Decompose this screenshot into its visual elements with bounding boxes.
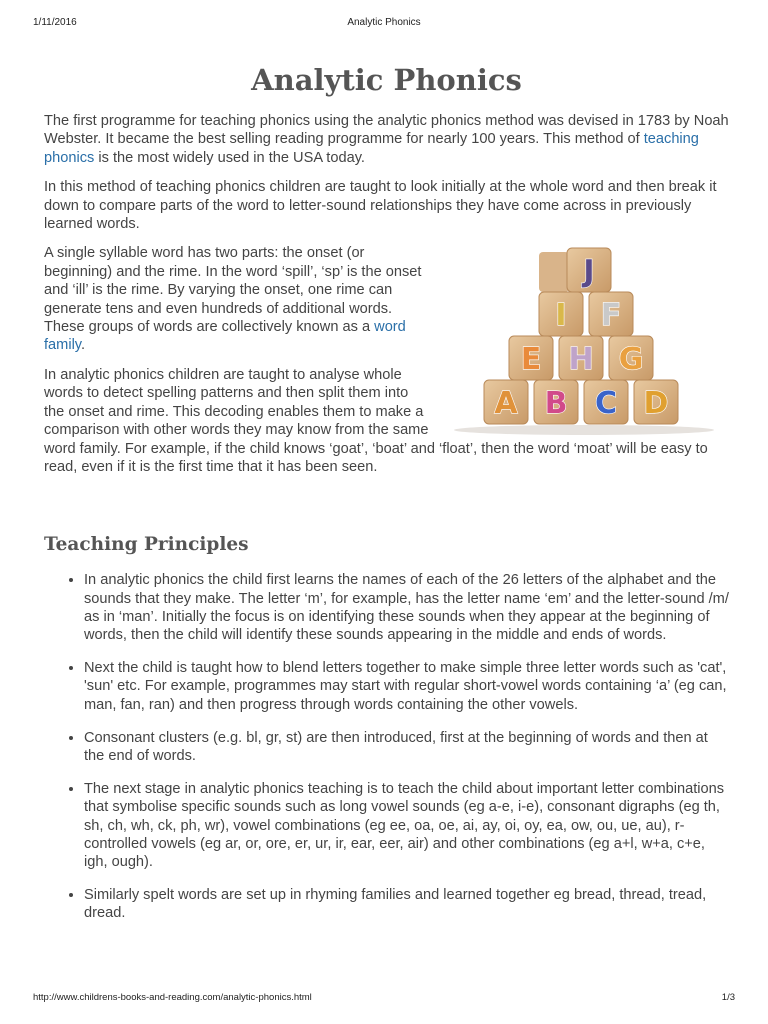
alphabet-blocks-image xyxy=(439,246,729,436)
onset-rime-text-end: . xyxy=(81,337,86,354)
letter-block xyxy=(559,336,603,380)
print-date: 1/11/2016 xyxy=(33,17,77,28)
letter-block xyxy=(509,336,553,380)
onset-rime-text: A single syllable word has two parts: the onset (or beginning) and the rime. In the word ‘spill’, ‘sp’ is the onset and ‘ill’ is the rime. By varying the onset, one rime can generate tens and even hundreds of additional words. These groups of words are collectively known as a xyxy=(44,245,422,336)
block-letter: A xyxy=(494,386,518,422)
blank-block xyxy=(539,252,569,292)
block-letter: H xyxy=(568,342,594,378)
teaching-phonics-link[interactable]: teaching phonics xyxy=(44,131,699,166)
block-letter: I xyxy=(555,298,567,334)
list-item: • Similarly spelt words are set up in rhyming families and learned together eg bread, thread, tread, dread. xyxy=(84,886,729,922)
letter-block xyxy=(634,380,678,424)
list-item: • The next stage in analytic phonics teaching is to teach the child about important letter combinations that symbolise specific sounds such as long vowel sounds (eg a-e, i-e), consonant digraphs (eg th, sh, ch, wh, ck, ph, wr), vowel combinations (eg ee, oa, oe, ai, ay, oi, oy, ea, ow, ou, ue, au), r-controlled vowels (eg ar, or, ore, er, ur, ir, ear, eer, air) and other combinations (eg a+l, w+a, c+e, igh, ough). xyxy=(84,780,729,871)
print-page-title: Analytic Phonics xyxy=(347,17,421,28)
block-letter: G xyxy=(618,342,644,378)
print-url: http://www.childrens-books-and-reading.com/analytic-phonics.html xyxy=(33,992,312,1003)
print-footer xyxy=(33,992,735,1006)
block-letter: B xyxy=(544,386,568,422)
block-letter: J xyxy=(583,254,595,290)
letter-block xyxy=(567,248,611,292)
word-family-link[interactable]: word family xyxy=(44,319,406,354)
letter-block xyxy=(609,336,653,380)
list-item: • Next the child is taught how to blend letters together to make simple three letter words such as 'cat', 'sun' etc. For example, programmes may start with regular short-vowel words containing ‘a’ (eg can, man, fan, ran) and then progress through words containing the other vowels. xyxy=(84,659,729,714)
page-title: Analytic Phonics xyxy=(251,63,522,97)
letter-block xyxy=(484,380,528,424)
analyse-paragraph: In analytic phonics children are taught to analyse whole words to detect spelling patterns and then split them into the onset and rime. This decoding enables them to make a comparison with other words they may know from the same word family. For example, if the child knows ‘goat’, ‘boat’ and ‘float’, then the word ‘moat’ will be easy to read, even if it is the first time that it has been seen. xyxy=(44,366,708,475)
letter-block xyxy=(534,380,578,424)
intro-paragraph xyxy=(44,112,729,167)
print-header xyxy=(33,17,735,31)
intro-text-start: The first programme for teaching phonics using the analytic phonics method was devised in 1783 by Noah Webster. It became the best selling reading programme for nearly 100 years. This method of xyxy=(44,113,729,148)
letter-block xyxy=(589,292,633,336)
section-heading: Teaching Principles xyxy=(44,534,249,556)
block-letter: C xyxy=(594,386,618,422)
list-item: • Consonant clusters (e.g. bl, gr, st) are then introduced, first at the beginning of words and then at the end of words. xyxy=(84,729,729,765)
method-paragraph: In this method of teaching phonics children are taught to look initially at the whole word and then break it down to compare parts of the word to letter-sound relationships they have come across in previously learned words. xyxy=(44,179,717,233)
letter-block xyxy=(584,380,628,424)
print-page-number: 1/3 xyxy=(721,992,735,1003)
block-letter: D xyxy=(643,386,669,422)
block-letter: E xyxy=(520,342,542,378)
intro-text-end: is the most widely used in the USA today. xyxy=(94,149,365,166)
block-letter: F xyxy=(600,298,622,334)
letter-block xyxy=(539,292,583,336)
principles-list xyxy=(44,571,729,922)
list-item: • In analytic phonics the child first learns the names of each of the 26 letters of the alphabet and the sounds that they make. The letter ‘m’, for example, has the letter name ‘em’ and the letter-sound /m/ as in ‘man’. Initially the focus is on identifying these sounds when they appear at the beginning of words, then the child will identify these sounds appearing in the middle and ends of words. xyxy=(84,571,729,644)
article xyxy=(44,60,729,938)
